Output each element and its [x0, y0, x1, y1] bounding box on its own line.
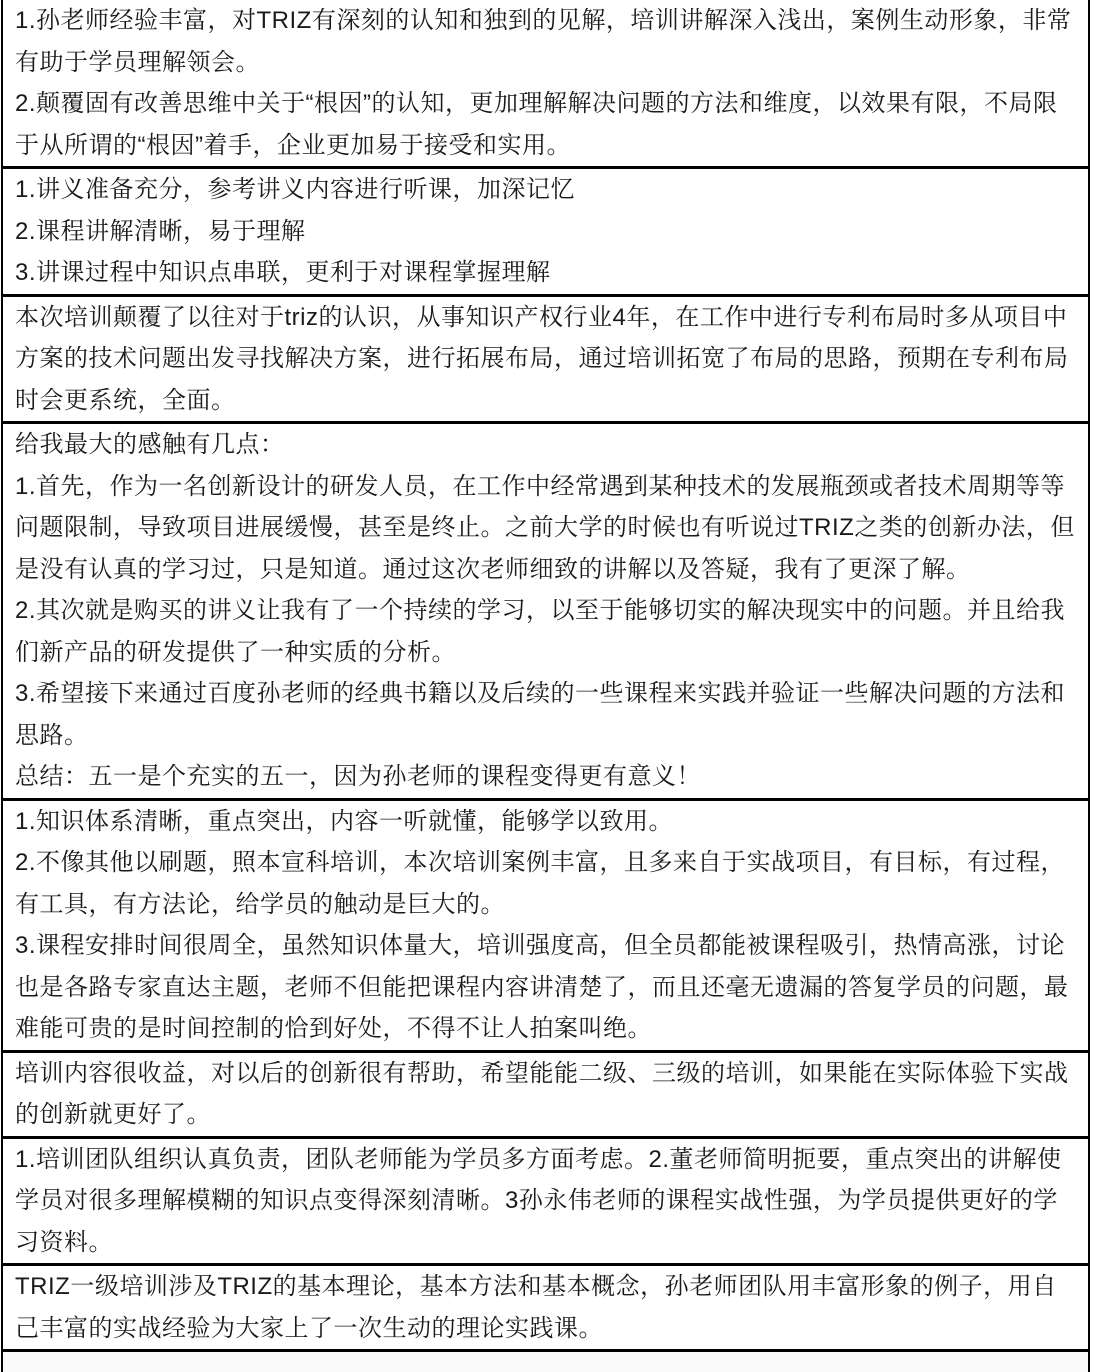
feedback-paragraph: TRIZ一级培训涉及TRIZ的基本理论，基本方法和基本概念，孙老师团队用丰富形象的例子，用自己丰富的实战经验为大家上了一次生动的理论实践课。 — [15, 1273, 1057, 1342]
feedback-row — [3, 1139, 1088, 1267]
feedback-paragraph: 2.不像其他以刷题，照本宣科培训，本次培训案例丰富，且多来自于实战项目，有目标，有过程，有工具，有方法论，给学员的触动是巨大的。 — [15, 849, 1066, 918]
feedback-paragraph: 本次培训颠覆了以往对于triz的认识，从事知识产权行业4年，在工作中进行专利布局时多从项目中方案的技术问题出发寻找解决方案，进行拓展布局，通过培训拓宽了布局的思路，预期在专利布局时会更系统，全面。 — [15, 303, 1069, 414]
feedback-row — [3, 0, 1088, 169]
feedback-paragraph: 培训内容很收益，对以后的创新很有帮助，希望能能二级、三级的培训，如果能在实际体验下实战的创新就更好了。 — [15, 1059, 1069, 1128]
feedback-paragraph: 2.颠覆固有改善思维中关于“根因”的认知，更加理解解决问题的方法和维度，以效果有限，不局限于从所谓的“根因”着手，企业更加易于接受和实用。 — [15, 90, 1058, 159]
feedback-row — [3, 801, 1088, 1053]
feedback-table — [1, 0, 1090, 1372]
feedback-paragraph: 1.讲义准备充分，参考讲义内容进行听课，加深记忆 — [15, 176, 576, 203]
feedback-row — [3, 297, 1088, 425]
feedback-paragraph: 2.其次就是购买的讲义让我有了一个持续的学习，以至于能够切实的解决现实中的问题。并且给我们新产品的研发提供了一种实质的分析。 — [15, 597, 1066, 666]
feedback-row — [3, 1266, 1088, 1352]
feedback-paragraph: 1.培训团队组织认真负责，团队老师能为学员多方面考虑。2.董老师简明扼要，重点突出的讲解使学员对很多理解模糊的知识点变得深刻清晰。3孙永伟老师的课程实战性强，为学员提供更好的学习资料。 — [15, 1145, 1062, 1256]
partial-next-row — [3, 1352, 1088, 1372]
feedback-paragraph: 1.首先，作为一名创新设计的研发人员，在工作中经常遇到某种技术的发展瓶颈或者技术周期等等问题限制，导致项目进展缓慢，甚至是终止。之前大学的时候也有听说过TRIZ之类的创新办法，但是没有认真的学习过，只是知道。通过这次老师细致的讲解以及答疑，我有了更深了解。 — [15, 472, 1075, 583]
feedback-paragraph: 2.课程讲解清晰，易于理解 — [15, 217, 306, 245]
feedback-paragraph: 总结：五一是个充实的五一，因为孙老师的课程变得更有意义！ — [15, 763, 701, 790]
feedback-paragraph: 3.课程安排时间很周全，虽然知识体量大，培训强度高，但全员都能被课程吸引，热情高涨，讨论也是各路专家直达主题，老师不但能把课程内容讲清楚了，而且还毫无遗漏的答复学员的问题，最难能可贵的是时间控制的恰到好处，不得不让人拍案叫绝。 — [15, 932, 1069, 1042]
feedback-paragraph: 1.知识体系清晰，重点突出，内容一听就懂，能够学以致用。 — [15, 807, 674, 835]
feedback-paragraph: 给我最大的感触有几点： — [15, 431, 285, 458]
feedback-row — [3, 424, 1088, 801]
feedback-row — [3, 1053, 1088, 1139]
feedback-paragraph: 1.孙老师经验丰富，对TRIZ有深刻的认知和独到的见解，培训讲解深入浅出，案例生动形象，非常有助于学员理解领会。 — [15, 7, 1072, 76]
feedback-paragraph: 3.希望接下来通过百度孙老师的经典书籍以及后续的一些课程来实践并验证一些解决问题的方法和思路。 — [15, 680, 1066, 749]
feedback-row — [3, 169, 1088, 297]
feedback-paragraph: 3.讲课过程中知识点串联，更利于对课程掌握理解 — [15, 259, 551, 286]
